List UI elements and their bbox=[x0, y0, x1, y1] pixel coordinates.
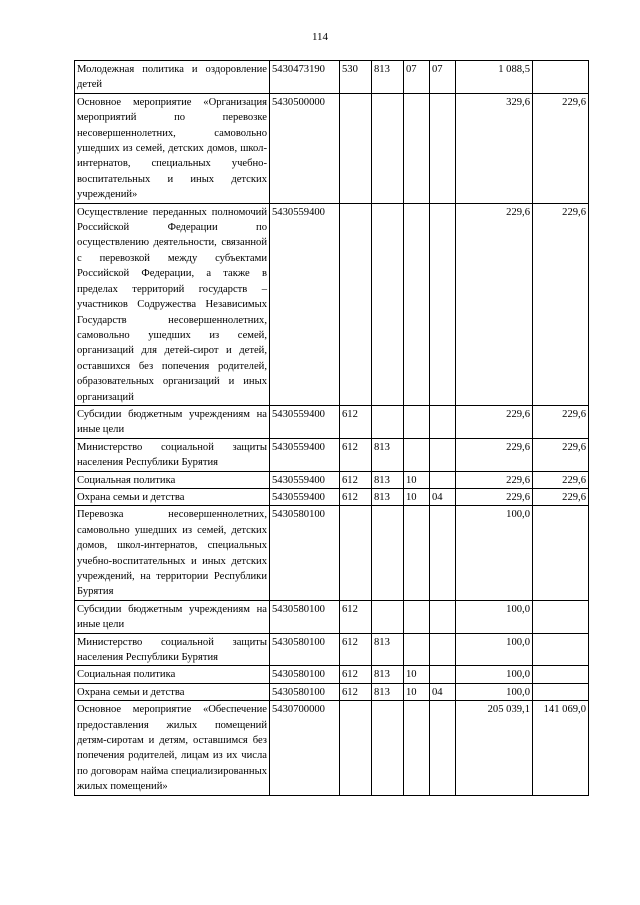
row-vr: 612 bbox=[340, 438, 372, 471]
row-grbs: 813 bbox=[372, 61, 404, 94]
row-code: 5430700000 bbox=[270, 701, 340, 795]
row-vr: 612 bbox=[340, 488, 372, 505]
row-grbs bbox=[372, 701, 404, 795]
row-sum-1: 229,6 bbox=[456, 203, 533, 405]
row-rz bbox=[404, 633, 430, 666]
row-grbs: 813 bbox=[372, 633, 404, 666]
table-row bbox=[75, 471, 589, 488]
row-grbs: 813 bbox=[372, 438, 404, 471]
row-sum-1: 100,0 bbox=[456, 600, 533, 633]
row-rz bbox=[404, 405, 430, 438]
row-sum-2 bbox=[533, 683, 589, 700]
row-code: 5430559400 bbox=[270, 438, 340, 471]
row-grbs bbox=[372, 506, 404, 600]
row-sum-2 bbox=[533, 666, 589, 683]
table-row bbox=[75, 61, 589, 94]
row-sum-2: 141 069,0 bbox=[533, 701, 589, 795]
row-sum-2 bbox=[533, 600, 589, 633]
row-vr bbox=[340, 506, 372, 600]
row-sum-1: 100,0 bbox=[456, 666, 533, 683]
row-name: Перевозка несовершеннолетних, самовольно ушедших из семей, детских домов, школ-интернатов, специальных учебно-воспитательных и иных детских учреждений, на территории Республики Бурятия bbox=[75, 506, 270, 600]
row-code: 5430559400 bbox=[270, 405, 340, 438]
row-code: 5430580100 bbox=[270, 666, 340, 683]
row-name: Основное мероприятие «Организация мероприятий по перевозке несовершеннолетних, самовольно ушедших из семей, детских домов, школ-интернатов, специальных учебно-воспитательных и иных детских учреждений» bbox=[75, 93, 270, 203]
row-sum-1: 100,0 bbox=[456, 506, 533, 600]
row-rz bbox=[404, 93, 430, 203]
row-grbs: 813 bbox=[372, 471, 404, 488]
row-rz bbox=[404, 203, 430, 405]
row-sum-1: 100,0 bbox=[456, 633, 533, 666]
row-vr: 612 bbox=[340, 666, 372, 683]
row-rz bbox=[404, 506, 430, 600]
row-sum-2: 229,6 bbox=[533, 438, 589, 471]
table-row bbox=[75, 438, 589, 471]
table-row bbox=[75, 405, 589, 438]
row-rz bbox=[404, 701, 430, 795]
row-code: 5430473190 bbox=[270, 61, 340, 94]
row-name: Осуществление переданных полномочий Российской Федерации по осуществлению деятельности, связанной с перевозкой между субъектами Российской Федерации, а также в пределах территорий государств – участников Содружества Независимых Государств несовершеннолетних, самовольно ушедших из семей, организаций для детей-сирот и детей, оставшихся без попечения родителей, образовательных организаций и иных организаций bbox=[75, 203, 270, 405]
row-pr bbox=[430, 633, 456, 666]
row-sum-1: 229,6 bbox=[456, 405, 533, 438]
table-row bbox=[75, 701, 589, 795]
table-row bbox=[75, 93, 589, 203]
row-grbs: 813 bbox=[372, 488, 404, 505]
row-vr bbox=[340, 203, 372, 405]
row-sum-2: 229,6 bbox=[533, 203, 589, 405]
row-rz: 10 bbox=[404, 471, 430, 488]
row-rz: 10 bbox=[404, 666, 430, 683]
row-pr bbox=[430, 701, 456, 795]
row-vr: 612 bbox=[340, 405, 372, 438]
table-row bbox=[75, 600, 589, 633]
row-code: 5430580100 bbox=[270, 600, 340, 633]
row-name: Министерство социальной защиты населения Республики Бурятия bbox=[75, 633, 270, 666]
table-row bbox=[75, 203, 589, 405]
row-name: Охрана семьи и детства bbox=[75, 683, 270, 700]
row-vr: 530 bbox=[340, 61, 372, 94]
row-code: 5430500000 bbox=[270, 93, 340, 203]
row-sum-2 bbox=[533, 61, 589, 94]
row-code: 5430580100 bbox=[270, 506, 340, 600]
row-pr bbox=[430, 666, 456, 683]
row-sum-2: 229,6 bbox=[533, 488, 589, 505]
row-pr bbox=[430, 471, 456, 488]
row-code: 5430580100 bbox=[270, 683, 340, 700]
row-sum-2 bbox=[533, 506, 589, 600]
row-grbs: 813 bbox=[372, 666, 404, 683]
row-grbs bbox=[372, 405, 404, 438]
row-rz: 07 bbox=[404, 61, 430, 94]
row-sum-1: 229,6 bbox=[456, 471, 533, 488]
row-pr bbox=[430, 506, 456, 600]
row-pr bbox=[430, 405, 456, 438]
row-rz: 10 bbox=[404, 683, 430, 700]
row-grbs: 813 bbox=[372, 683, 404, 700]
row-rz: 10 bbox=[404, 488, 430, 505]
row-sum-2: 229,6 bbox=[533, 471, 589, 488]
row-pr: 04 bbox=[430, 683, 456, 700]
row-sum-1: 1 088,5 bbox=[456, 61, 533, 94]
row-rz bbox=[404, 600, 430, 633]
row-sum-1: 100,0 bbox=[456, 683, 533, 700]
row-sum-1: 229,6 bbox=[456, 438, 533, 471]
row-sum-2 bbox=[533, 633, 589, 666]
row-grbs bbox=[372, 600, 404, 633]
row-pr: 07 bbox=[430, 61, 456, 94]
row-code: 5430559400 bbox=[270, 471, 340, 488]
row-sum-2: 229,6 bbox=[533, 93, 589, 203]
row-pr bbox=[430, 438, 456, 471]
row-name: Основное мероприятие «Обеспечение предоставления жилых помещений детям-сиротам и детям, оставшимся без попечения родителей, лицам из их числа по договорам найма специализированных жилых помещений» bbox=[75, 701, 270, 795]
row-vr bbox=[340, 93, 372, 203]
table-row bbox=[75, 633, 589, 666]
table-row bbox=[75, 488, 589, 505]
row-sum-1: 229,6 bbox=[456, 488, 533, 505]
row-pr bbox=[430, 600, 456, 633]
row-name: Субсидии бюджетным учреждениям на иные цели bbox=[75, 600, 270, 633]
row-vr: 612 bbox=[340, 600, 372, 633]
row-grbs bbox=[372, 203, 404, 405]
row-pr bbox=[430, 93, 456, 203]
table-row bbox=[75, 683, 589, 700]
row-sum-2: 229,6 bbox=[533, 405, 589, 438]
row-code: 5430559400 bbox=[270, 203, 340, 405]
budget-table bbox=[74, 60, 589, 796]
row-grbs bbox=[372, 93, 404, 203]
row-name: Охрана семьи и детства bbox=[75, 488, 270, 505]
row-pr: 04 bbox=[430, 488, 456, 505]
row-vr: 612 bbox=[340, 471, 372, 488]
row-pr bbox=[430, 203, 456, 405]
row-vr: 612 bbox=[340, 683, 372, 700]
row-sum-1: 205 039,1 bbox=[456, 701, 533, 795]
row-name: Социальная политика bbox=[75, 471, 270, 488]
table-row bbox=[75, 666, 589, 683]
row-name: Субсидии бюджетным учреждениям на иные цели bbox=[75, 405, 270, 438]
row-name: Министерство социальной защиты населения Республики Бурятия bbox=[75, 438, 270, 471]
row-vr bbox=[340, 701, 372, 795]
row-code: 5430580100 bbox=[270, 633, 340, 666]
row-code: 5430559400 bbox=[270, 488, 340, 505]
row-rz bbox=[404, 438, 430, 471]
row-sum-1: 329,6 bbox=[456, 93, 533, 203]
row-vr: 612 bbox=[340, 633, 372, 666]
page-number: 114 bbox=[311, 31, 329, 43]
table-row bbox=[75, 506, 589, 600]
row-name: Молодежная политика и оздоровление детей bbox=[75, 61, 270, 94]
row-name: Социальная политика bbox=[75, 666, 270, 683]
